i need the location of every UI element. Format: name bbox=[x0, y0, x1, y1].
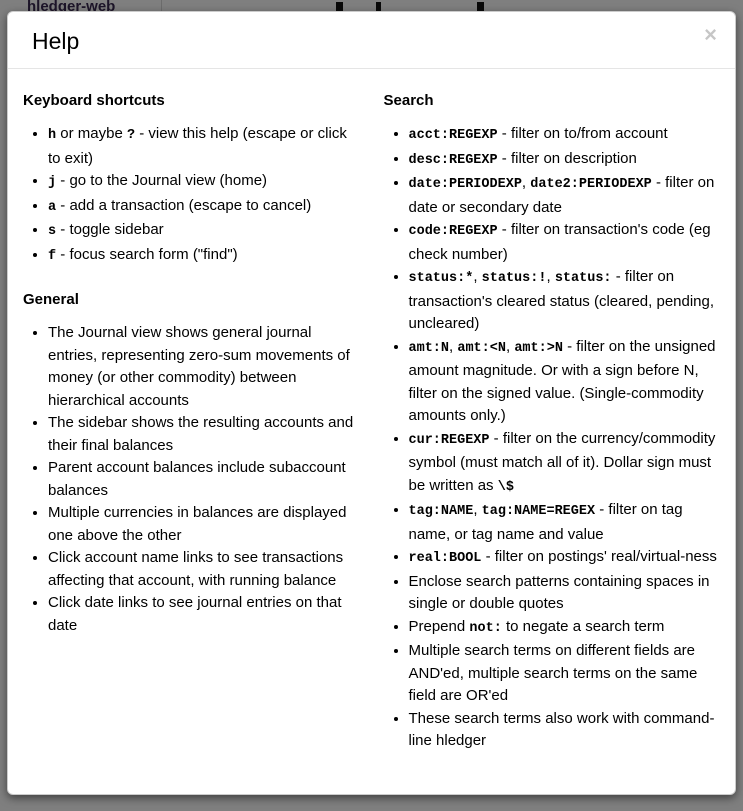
text-segment: - filter on description bbox=[497, 149, 637, 167]
section-heading: Search bbox=[383, 92, 434, 109]
list-item bbox=[48, 123, 360, 170]
code-term: s bbox=[48, 224, 57, 239]
code-term: date2:PERIODEXP bbox=[530, 177, 652, 192]
list-item bbox=[409, 123, 721, 148]
text-segment: to negate a search term bbox=[501, 617, 665, 635]
help-list bbox=[23, 322, 360, 637]
text-segment: Click account name links to see transactions affecting that account, with running balance bbox=[48, 549, 344, 589]
text-segment: , bbox=[473, 501, 482, 518]
text-segment: Click date links to see journal entries on that date bbox=[48, 594, 342, 634]
text-segment: Enclose search patterns containing spaces in single or double quotes bbox=[408, 572, 710, 612]
code-term: tag:NAME=REGEX bbox=[481, 504, 596, 519]
list-item bbox=[48, 547, 360, 592]
list-item bbox=[409, 546, 721, 571]
text-segment: - filter on transaction's cleared status (cleared, pending, uncleared) bbox=[408, 268, 715, 332]
list-item bbox=[409, 336, 721, 428]
list-item bbox=[409, 428, 721, 500]
text-segment: - filter on postings' real/virtual-ness bbox=[481, 548, 717, 565]
list-item bbox=[409, 616, 721, 641]
list-item bbox=[48, 502, 360, 547]
text-segment: or maybe bbox=[56, 125, 127, 142]
code-term: ? bbox=[126, 128, 136, 143]
list-item bbox=[48, 244, 360, 269]
code-term: h bbox=[48, 128, 57, 143]
list-item bbox=[48, 322, 360, 412]
list-item bbox=[409, 640, 721, 708]
text-segment: The sidebar shows the resulting accounts and their final balances bbox=[48, 414, 354, 454]
code-term: f bbox=[48, 248, 57, 264]
section-heading: Keyboard shortcuts bbox=[23, 92, 165, 109]
help-list bbox=[384, 123, 721, 753]
code-term: cur:REGEXP bbox=[408, 432, 490, 448]
code-term: amt:N bbox=[408, 340, 450, 356]
text-segment: - filter on the currency/commodity symbol (must match all of it). Dollar sign must be written as bbox=[408, 429, 716, 494]
help-modal bbox=[7, 11, 736, 795]
text-segment: Multiple currencies in balances are displayed one above the other bbox=[48, 504, 347, 544]
list-item bbox=[409, 708, 721, 753]
text-segment: , bbox=[473, 268, 482, 285]
modal-title: Help bbox=[32, 28, 80, 54]
text-segment: - go to the Journal view (home) bbox=[56, 172, 268, 189]
text-segment: , bbox=[449, 337, 458, 355]
code-term: desc:REGEXP bbox=[408, 152, 498, 168]
text-segment: - filter on transaction's code (eg check number) bbox=[408, 221, 711, 263]
list-item bbox=[48, 219, 360, 244]
text-segment: - view this help (escape or click to exit) bbox=[48, 125, 347, 167]
text-segment: , bbox=[546, 268, 555, 285]
close-icon[interactable]: × bbox=[704, 22, 717, 47]
list-item bbox=[409, 172, 721, 219]
code-term: j bbox=[48, 175, 57, 190]
list-item bbox=[48, 195, 360, 220]
list-item bbox=[48, 457, 360, 502]
list-item bbox=[409, 219, 721, 266]
modal-body bbox=[8, 69, 735, 783]
text-segment: Parent account balances include subaccount balances bbox=[48, 459, 346, 499]
text-segment: - toggle sidebar bbox=[56, 221, 164, 238]
code-term: amt:<N bbox=[457, 340, 506, 356]
text-segment: These search terms also work with command-line hledger bbox=[408, 709, 715, 749]
code-term: date:PERIODEXP bbox=[408, 177, 522, 192]
code-term: a bbox=[48, 199, 57, 215]
code-term: code:REGEXP bbox=[408, 224, 498, 239]
text-segment: Prepend bbox=[408, 617, 470, 635]
code-term: tag:NAME bbox=[408, 504, 474, 519]
code-term: status:* bbox=[408, 271, 474, 286]
text-segment: - filter on date or secondary date bbox=[408, 174, 715, 216]
text-segment: , bbox=[505, 337, 515, 355]
text-segment: - filter on the unsigned amount magnitude. Or with a sign before N, filter on the signed value. (Single-commodity amounts only.) bbox=[408, 337, 716, 424]
list-item bbox=[48, 592, 360, 637]
text-segment: The Journal view shows general journal entries, representing zero-sum movements of money (or other commodity) between hierarchical accounts bbox=[48, 324, 350, 409]
text-segment: - filter on tag name, or tag name and value bbox=[408, 501, 683, 543]
code-term: not: bbox=[469, 620, 502, 636]
text-segment: - filter on to/from account bbox=[497, 125, 668, 142]
list-item bbox=[409, 266, 721, 336]
code-term: status: bbox=[554, 271, 612, 286]
text-segment: Multiple search terms on different fields are AND'ed, multiple search terms on the same field are OR'ed bbox=[408, 642, 698, 704]
help-column-left bbox=[23, 69, 372, 763]
modal-header bbox=[8, 12, 735, 69]
code-term: \$ bbox=[497, 479, 514, 495]
list-item bbox=[48, 170, 360, 195]
list-item bbox=[409, 571, 721, 616]
code-term: real:BOOL bbox=[408, 551, 482, 566]
text-segment: - add a transaction (escape to cancel) bbox=[56, 196, 312, 214]
help-column-right bbox=[372, 69, 721, 763]
list-item bbox=[409, 499, 721, 546]
text-segment: , bbox=[521, 174, 531, 191]
code-term: amt:>N bbox=[514, 340, 563, 356]
list-item bbox=[48, 412, 360, 457]
code-term: acct:REGEXP bbox=[408, 128, 498, 143]
code-term: status:! bbox=[481, 271, 547, 286]
list-item bbox=[409, 148, 721, 173]
text-segment: - focus search form ("find") bbox=[56, 245, 238, 263]
section-heading: General bbox=[23, 291, 79, 308]
help-list bbox=[23, 123, 360, 268]
